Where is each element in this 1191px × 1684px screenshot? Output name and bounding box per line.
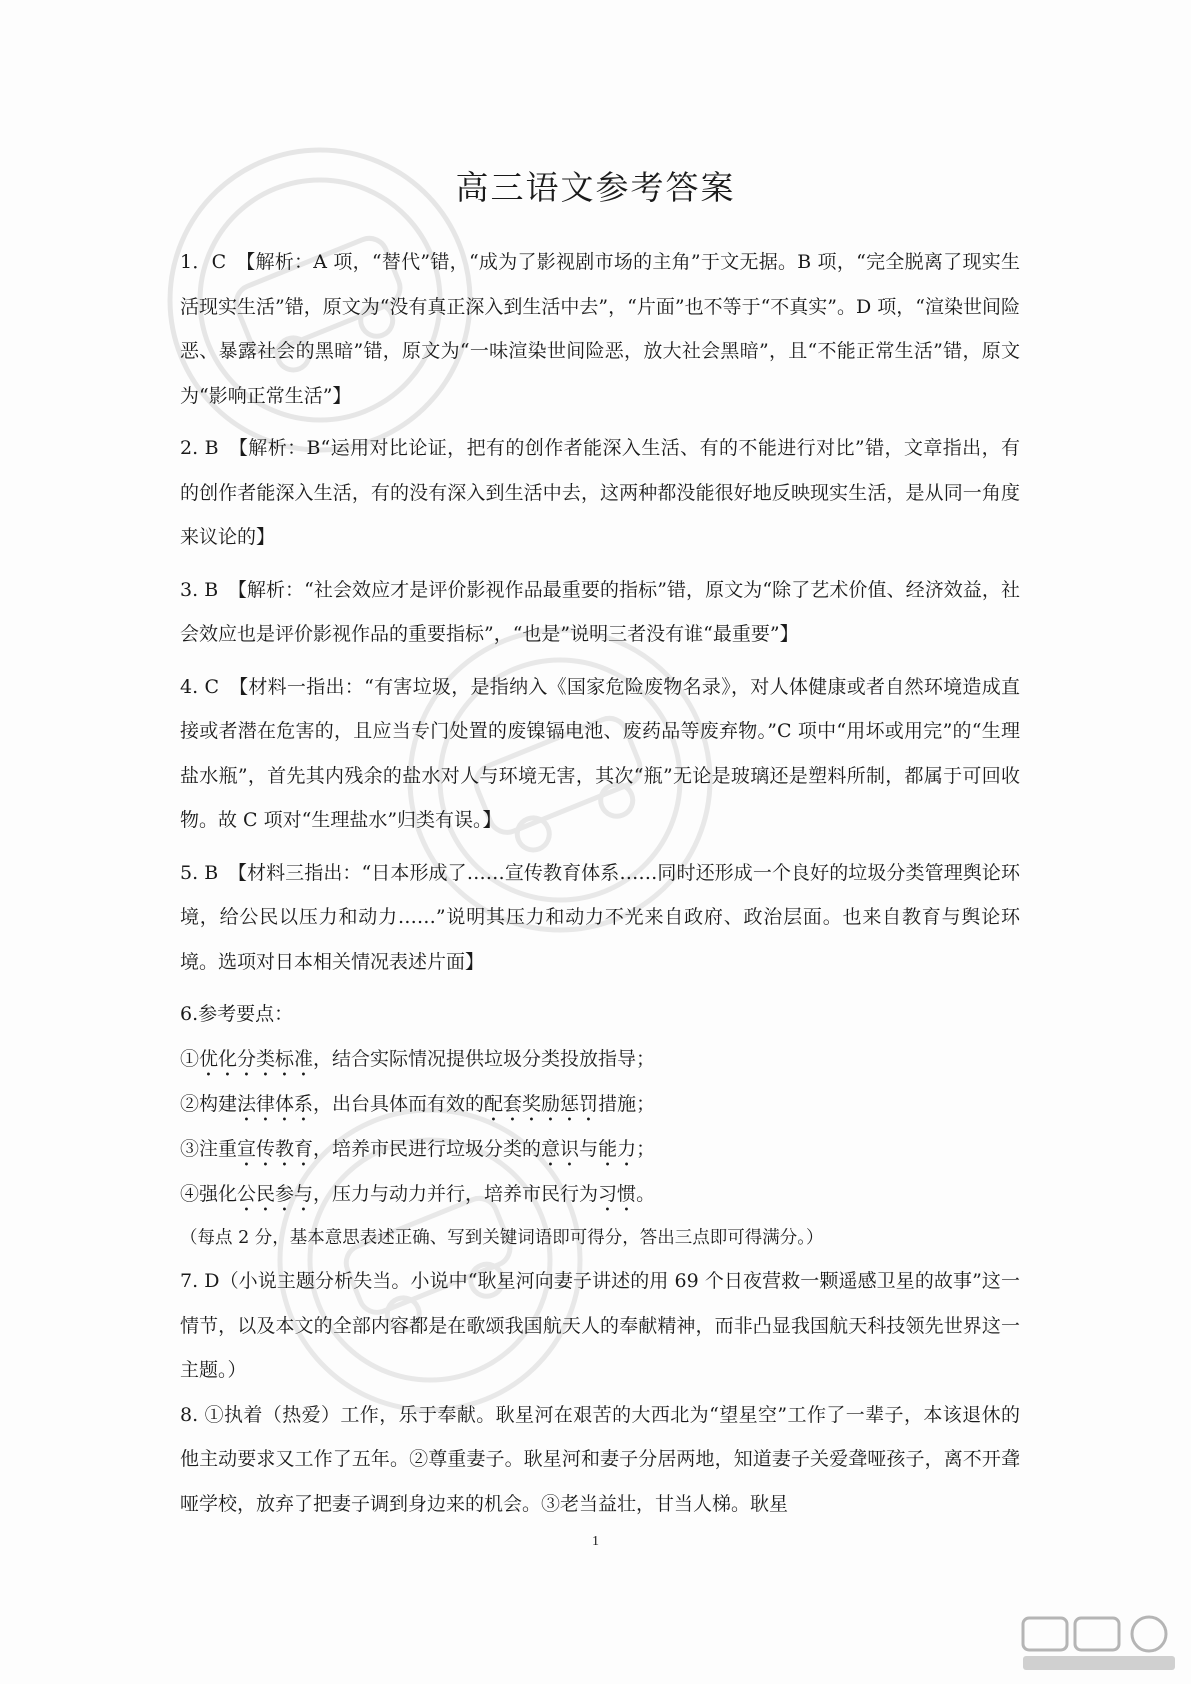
answer-4: 4. C 【材料一指出：“有害垃圾，是指纳入《国家危险废物名录》，对人体健康或者自然环境造成直接或者潜在危害的，且应当专门处置的废镍镉电池、废药品等废弃物。”C 项中“用坏或用完”的“生理盐水瓶”，首先其内残余的盐水对人与环境无害，其次“瓶”无论是玻璃还是塑料所制，都属于可回收物。故 C 项对“生理盐水”归类有误。】 (180, 675, 1020, 831)
answer-6-point-2 (180, 1082, 1020, 1127)
keyword: 能力 (598, 1138, 637, 1160)
point-text: 措施； (598, 1093, 656, 1115)
keyword: 习惯 (598, 1183, 637, 1205)
keyword: 配套奖励惩罚 (484, 1093, 599, 1115)
point-text: ，压力与动力并行，培养市民行为 (313, 1183, 599, 1205)
point-text: 。 (636, 1183, 656, 1205)
point-text: ，出台具体而有效的 (313, 1093, 485, 1115)
point-prefix: ②构建 (180, 1093, 238, 1115)
point-text: 与 (579, 1138, 599, 1160)
page-number: 1 (592, 1534, 599, 1549)
answer-6-scoring-note: （每点 2 分，基本意思表述正确、写到关键词语即可得分，答出三点即可得满分。） (180, 1228, 824, 1248)
answer-6-heading: 6.参考要点： (180, 1003, 294, 1025)
keyword: 意识 (541, 1138, 580, 1160)
point-prefix: ③注重 (180, 1138, 238, 1160)
point-prefix: ① (180, 1048, 200, 1070)
answer-6-point-4 (180, 1172, 1020, 1217)
point-text: ，结合实际情况提供垃圾分类投放指导； (313, 1048, 656, 1070)
answer-content (180, 240, 1020, 1526)
answer-1: 1．C 【解析：A 项，“替代”错，“成为了影视剧市场的主角”于文无据。B 项，“完全脱离了现实生活现实生活”错，原文为“没有真正深入到生活中去”，“片面”也不等于“不真实”。D 项，“渲染世间险恶、暴露社会的黑暗”错，原文为“一味渲染世间险恶，放大社会黑暗”，且“不能正常生活”错，原文为“影响正常生活”】 (180, 251, 1020, 407)
point-prefix: ④强化 (180, 1183, 238, 1205)
answer-6-point-3 (180, 1127, 1020, 1172)
answer-2: 2. B 【解析：B“运用对比论证，把有的创作者能深入生活、有的不能进行对比”错，文章指出，有的创作者能深入生活，有的没有深入到生活中去，这两种都没能很好地反映现实生活，是从同一角度来议论的】 (180, 437, 1020, 548)
corner-logo (1019, 1612, 1179, 1674)
point-text: ，培养市民进行垃圾分类的 (313, 1138, 542, 1160)
keyword: 公民参与 (237, 1183, 314, 1205)
keyword: 宣传教育 (237, 1138, 314, 1160)
answer-5: 5. B 【材料三指出：“日本形成了……宣传教育体系……同时还形成一个良好的垃圾分类管理舆论环境，给公民以压力和动力……”说明其压力和动力不光来自政府、政治层面。也来自教育与舆论环境。选项对日本相关情况表述片面】 (180, 861, 1020, 973)
answer-6-point-1 (180, 1037, 1020, 1082)
site-logo-icon (1019, 1612, 1179, 1674)
answer-7: 7. D（小说主题分析失当。小说中“耿星河向妻子讲述的用 69 个日夜营救一颗遥感卫星的故事”这一情节，以及本文的全部内容都是在歌颂我国航天人的奉献精神，而非凸显我国航天科技领先世界这一主题。） (180, 1270, 1020, 1381)
point-text: ； (636, 1138, 656, 1160)
page-title: 高三语文参考答案 (455, 168, 736, 208)
keyword: 优化分类标准 (199, 1048, 314, 1070)
answer-3: 3. B 【解析：“社会效应才是评价影视作品最重要的指标”错，原文为“除了艺术价值、经济效益，社会效应也是评价影视作品的重要指标”，“也是”说明三者没有谁“最重要”】 (180, 578, 1020, 645)
answer-8: 8. ①执着（热爱）工作，乐于奉献。耿星河在艰苦的大西北为“望星空”工作了一辈子，本该退休的他主动要求又工作了五年。②尊重妻子。耿星河和妻子分居两地，知道妻子关爱聋哑孩子，离不开聋哑学校，放弃了把妻子调到身边来的机会。③老当益壮，甘当人梯。耿星 (180, 1403, 1020, 1515)
keyword: 法律体系 (237, 1093, 314, 1115)
